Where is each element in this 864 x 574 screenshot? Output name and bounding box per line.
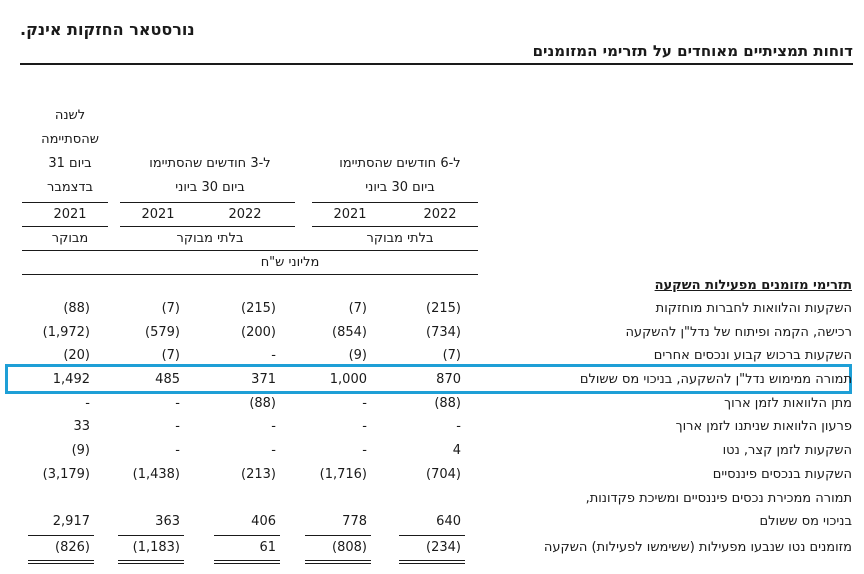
annual-header-line4: בדצמבר	[46, 180, 93, 195]
cell-six-2021: (808)	[332, 540, 367, 555]
cell-three-2022: (88)	[249, 396, 276, 411]
row-label: השקעות והלוואות לחברות מוחזקות	[655, 301, 852, 316]
cell-three-2022: 406	[251, 514, 276, 529]
three-months-header-line1: ל-3 חודשים שהסתיימו	[149, 156, 271, 171]
cell-three-2022: -	[271, 419, 276, 434]
cell-six-2022: 870	[436, 372, 461, 387]
three-months-status: בלתי מבוקר	[176, 231, 244, 246]
units-label: מליוני ש"ח	[260, 255, 320, 270]
cell-six-2022: (234)	[426, 540, 461, 555]
row-label: פרעון הלוואות שניתנו לזמן ארוך	[675, 419, 852, 434]
cell-six-2021: (9)	[348, 348, 367, 363]
six-months-2022: 2022	[423, 207, 457, 222]
annual-header-line1: לשנה	[54, 108, 86, 123]
annual-status: מבוקר	[51, 231, 89, 246]
cell-three-2021: (1,183)	[132, 540, 180, 555]
cell-three-2022: -	[271, 443, 276, 458]
cell-three-2021: (7)	[161, 301, 180, 316]
company-name: נורסטאר החזקות אינק.	[20, 20, 195, 39]
cell-six-2021: -	[362, 443, 367, 458]
six-months-2021: 2021	[333, 207, 367, 222]
six-months-header-line2: ביום 30 ביוני	[365, 180, 435, 195]
cell-three-2022: 61	[259, 540, 276, 555]
cell-three-2021: -	[175, 443, 180, 458]
row-label: השקעות לזמן קצר, נטו	[722, 443, 852, 458]
three-months-2022: 2022	[228, 207, 262, 222]
cell-six-2022: (215)	[426, 301, 461, 316]
cell-six-2021: 1,000	[329, 372, 367, 387]
cell-annual-2021: (3,179)	[42, 467, 90, 482]
row-label: תמורה ממכירת נכסים פיננסיים ומשיכת פקדונות,	[585, 491, 852, 506]
cell-three-2022: -	[271, 348, 276, 363]
cell-three-2021: -	[175, 419, 180, 434]
cell-annual-2021: (88)	[63, 301, 90, 316]
cell-annual-2021: (20)	[63, 348, 90, 363]
cell-annual-2021: 1,492	[52, 372, 90, 387]
row-label: השקעות ברכוש קבוע ונכסים אחרים	[653, 348, 852, 363]
cell-six-2021: 778	[342, 514, 367, 529]
cell-six-2021: -	[362, 396, 367, 411]
cell-three-2021: (579)	[145, 325, 180, 340]
cell-six-2022: (734)	[426, 325, 461, 340]
cell-annual-2021: 2,917	[52, 514, 90, 529]
cell-six-2022: (88)	[434, 396, 461, 411]
row-label: רכישה, הקמה ופיתוח של נדל"ן להשקעה	[625, 325, 852, 340]
report-title: דוחות תמציתיים מאוחדים על תזרימי המזומנים	[20, 42, 853, 65]
cell-three-2021: (1,438)	[132, 467, 180, 482]
cell-annual-2021: (1,972)	[42, 325, 90, 340]
cell-annual-2021: (9)	[71, 443, 90, 458]
cell-three-2021: 485	[155, 372, 180, 387]
cell-six-2021: (854)	[332, 325, 367, 340]
cell-three-2022: 371	[251, 372, 276, 387]
three-months-header-line2: ביום 30 ביוני	[175, 180, 245, 195]
cell-six-2021: (7)	[348, 301, 367, 316]
six-months-status: בלתי מבוקר	[366, 231, 434, 246]
cell-six-2022: (704)	[426, 467, 461, 482]
cell-three-2021: 363	[155, 514, 180, 529]
cell-six-2022: 640	[436, 514, 461, 529]
row-label: השקעות בנכסים פיננסיים	[712, 467, 852, 482]
annual-header-line2: שהסתיימה	[41, 132, 99, 147]
three-months-2021: 2021	[141, 207, 175, 222]
section-title: תזרימי מזומנים מפעילות השקעה	[654, 278, 852, 293]
row-label: מתן הלוואות לזמן ארוך	[724, 396, 852, 411]
row-label: בניכוי מס ששולם	[759, 514, 852, 529]
row-label: מזומנים נטו שנבעו מפעילות (ששימשו לפעילות) השקעה	[543, 540, 852, 555]
cell-annual-2021: (826)	[55, 540, 90, 555]
cell-three-2022: (215)	[241, 301, 276, 316]
cell-six-2022: (7)	[442, 348, 461, 363]
cell-six-2021: (1,716)	[319, 467, 367, 482]
cell-six-2022: 4	[452, 443, 461, 458]
cell-three-2021: (7)	[161, 348, 180, 363]
cell-three-2022: (213)	[241, 467, 276, 482]
row-label: תמורה ממימוש נדל"ן להשקעה, בניכוי מס ששולם	[579, 372, 852, 387]
six-months-header-line1: ל-6 חודשים שהסתיימו	[339, 156, 461, 171]
annual-year: 2021	[53, 207, 87, 222]
cell-annual-2021: -	[85, 396, 90, 411]
cell-annual-2021: 33	[73, 419, 90, 434]
cell-six-2022: -	[456, 419, 461, 434]
cell-three-2022: (200)	[241, 325, 276, 340]
cell-three-2021: -	[175, 396, 180, 411]
cell-six-2021: -	[362, 419, 367, 434]
annual-header-line3: ביום 31	[48, 156, 92, 171]
